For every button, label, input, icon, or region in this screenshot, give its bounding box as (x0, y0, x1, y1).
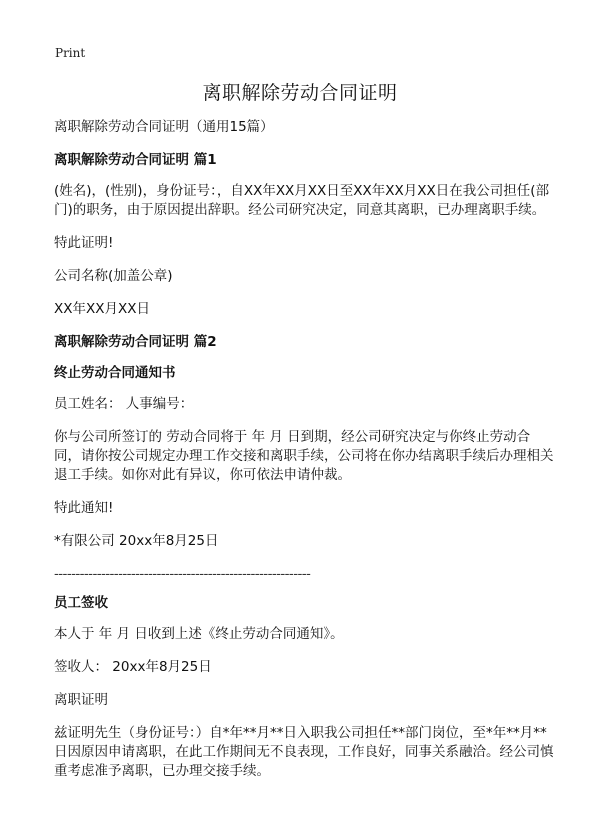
notice-body: 你与公司所签订的 劳动合同将于 年 月 日到期，经公司研究决定与你终止劳动合同，请你按公司规定办理工作交接和离职手续，公司将在你办结离职手续后办理相关退工手续。如你对此有异议，你可依法申请仲裁。 (54, 429, 554, 483)
print-link[interactable]: Print (55, 46, 86, 60)
certificate-title: 离职证明 (54, 692, 108, 708)
document-body (54, 118, 554, 792)
certificate-body: 兹证明先生（身份证号：）自*年**月**日入职我公司担任**部门岗位，至*年**月**日因原因申请离职，在此工作期间无不良表现，工作良好，同事关系融洽。经公司慎重考虑准予离职，已办理交接手续。 (54, 725, 554, 779)
notice-title: 终止劳动合同通知书 (54, 365, 176, 381)
receipt-body: 本人于 年 月 日收到上述《终止劳动合同通知》。 (54, 626, 344, 642)
section1-certify: 特此证明! (54, 235, 114, 251)
notice-end: 特此通知! (54, 500, 114, 516)
section-heading-2: 离职解除劳动合同证明 篇2 (54, 334, 217, 350)
company-date: *有限公司 20xx年8月25日 (54, 533, 219, 549)
section1-company: 公司名称(加盖公章) (54, 268, 173, 284)
employee-line: 员工姓名： 人事编号： (54, 396, 194, 412)
section1-date: XX年XX月XX日 (54, 301, 150, 317)
signer-line: 签收人： 20xx年8月25日 (54, 659, 212, 675)
section-heading-1: 离职解除劳动合同证明 篇1 (54, 152, 217, 168)
document-title: 离职解除劳动合同证明 (202, 82, 398, 104)
divider-line: ------------------------------------------------------------ (54, 566, 311, 582)
document-subtitle: 离职解除劳动合同证明（通用15篇） (54, 119, 274, 135)
receipt-title: 员工签收 (54, 595, 108, 611)
section1-body: (姓名)，(性别)，身份证号：，自XX年XX月XX日至XX年XX月XX日在我公司担任(部门)的职务，由于原因提出辞职。经公司研究决定，同意其离职，已办理离职手续。 (54, 183, 550, 218)
